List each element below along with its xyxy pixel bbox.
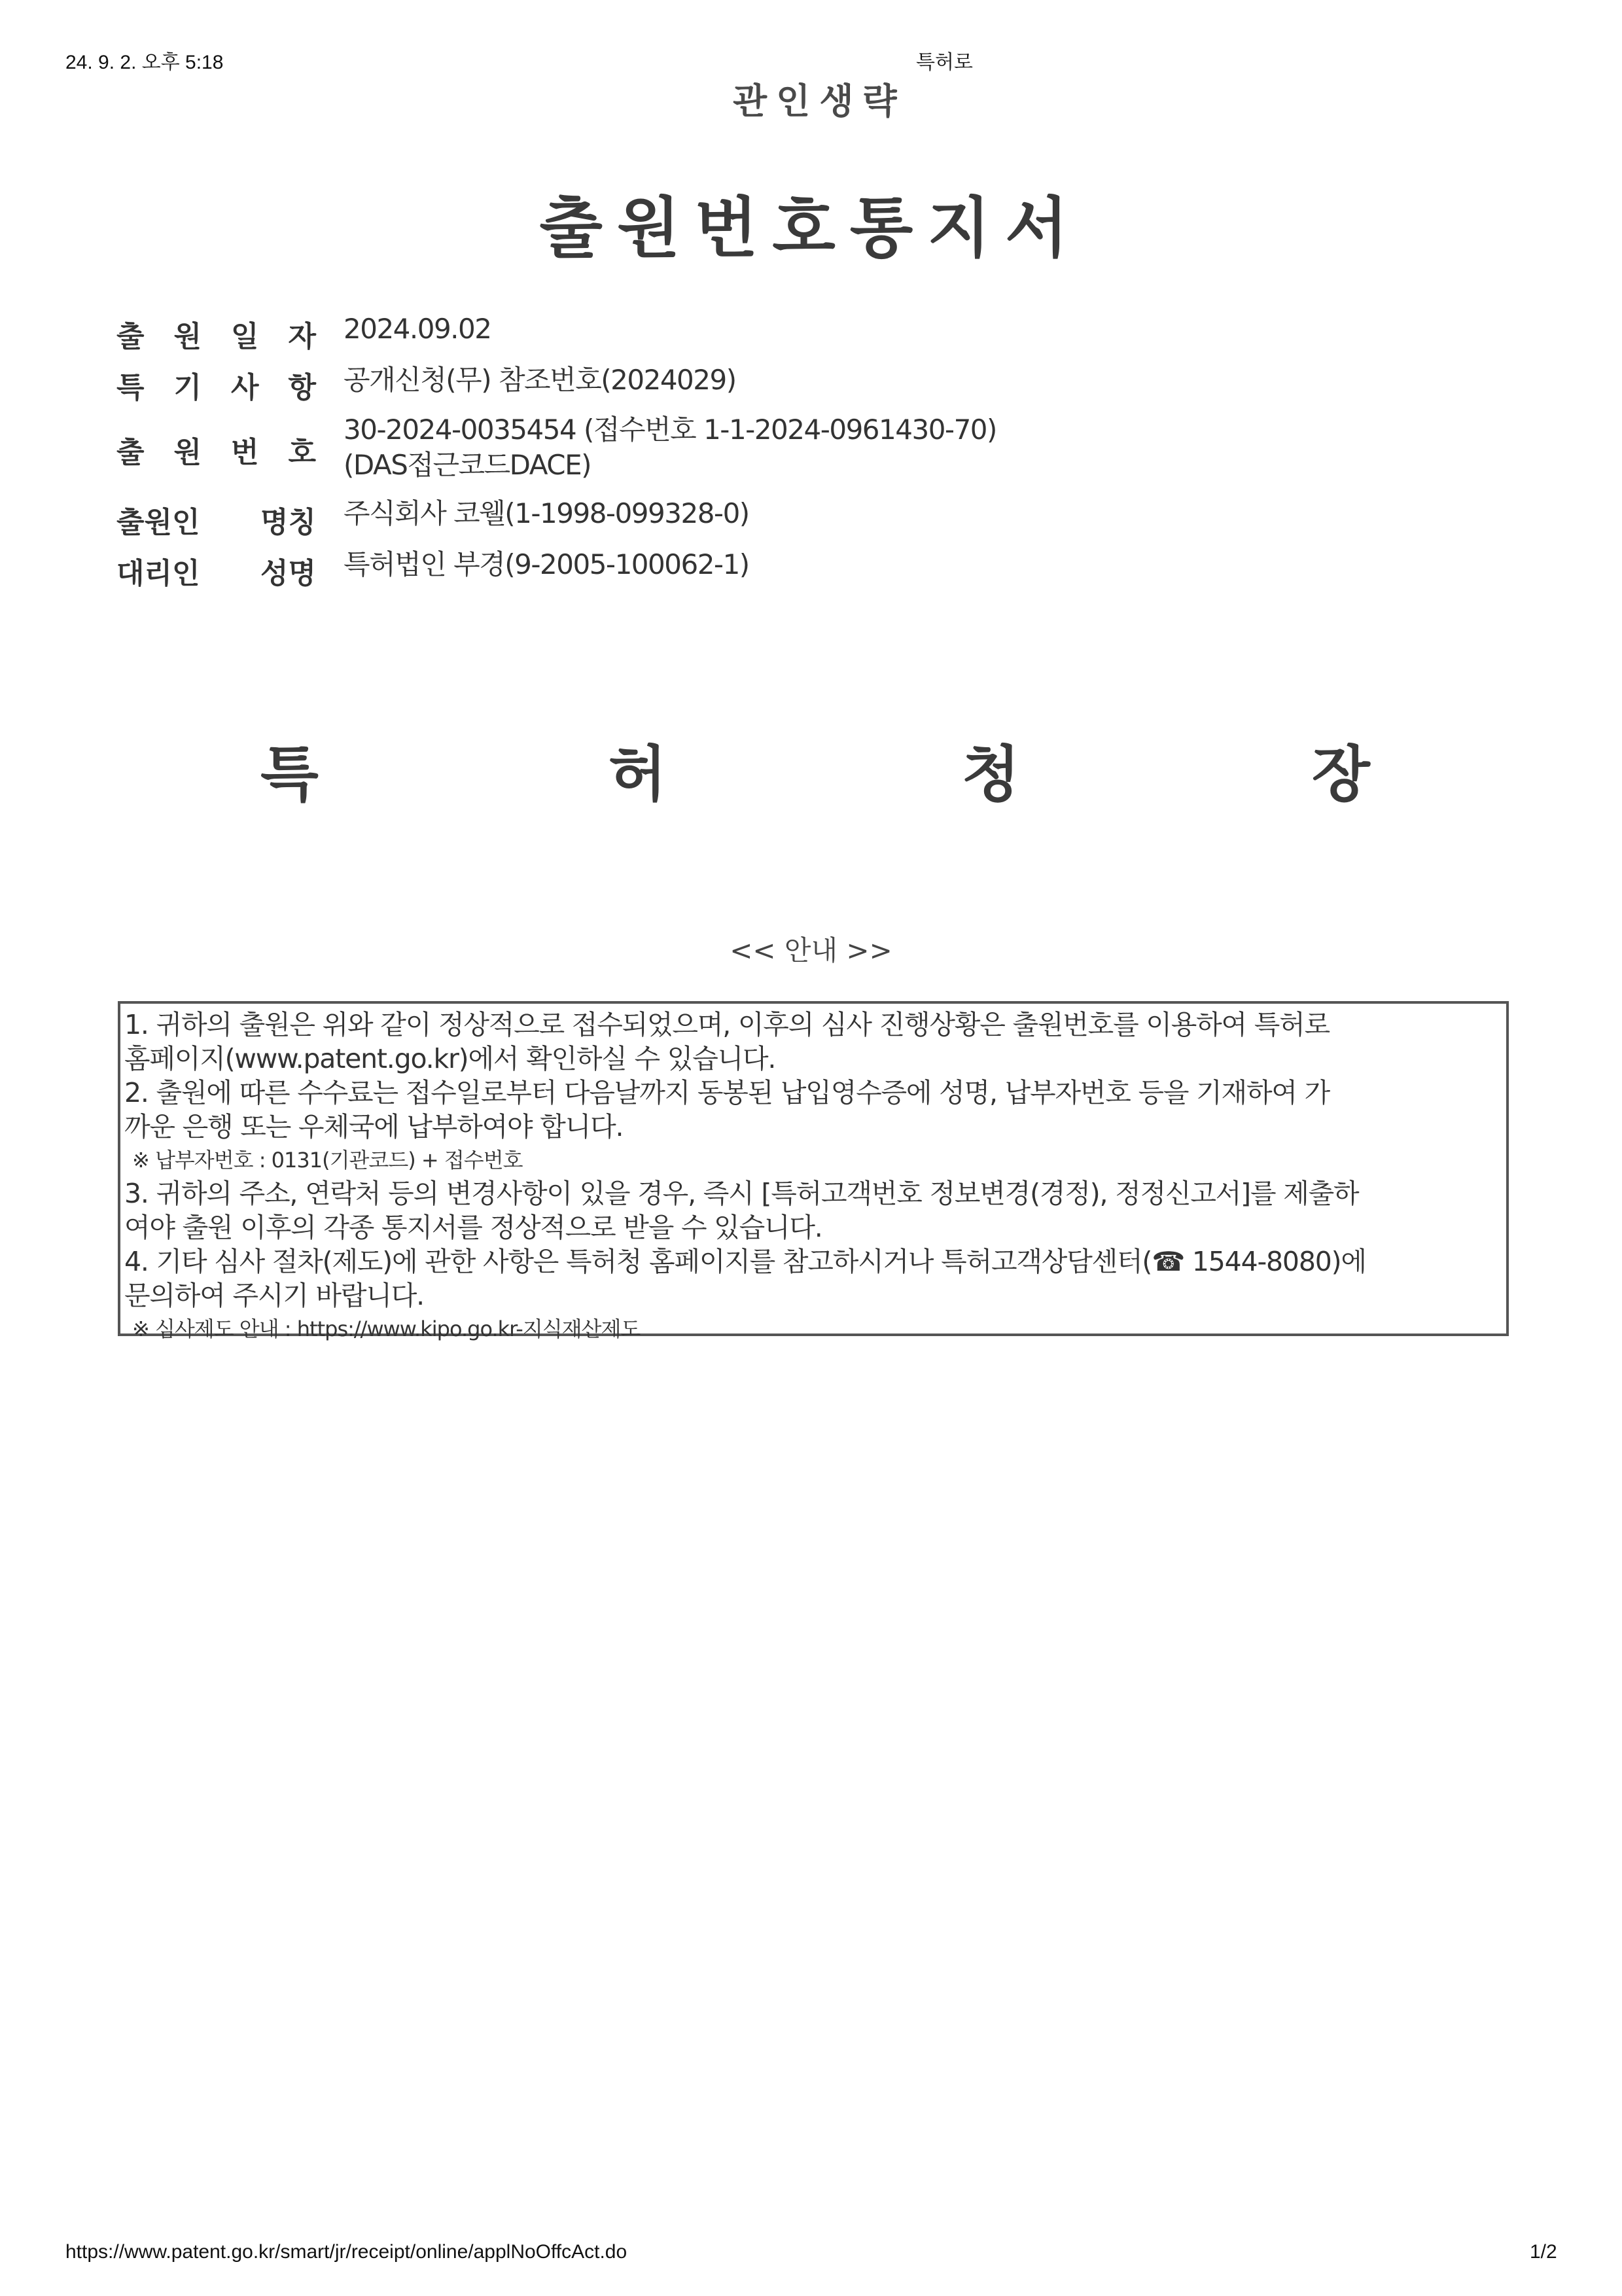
notice-line: 4. 기타 심사 절차(제도)에 관한 사항은 특허청 홈페이지를 참고하시거나 특허고객상담센터(☎ 1544-8080)에 — [124, 1246, 1366, 1277]
field-label — [116, 499, 316, 540]
notice-heading: << 안내 >> — [730, 934, 892, 966]
field-label — [116, 429, 316, 470]
issuer-char: 허 — [608, 739, 667, 809]
field-value — [344, 311, 491, 347]
field-value — [344, 547, 749, 582]
notice-line: 3. 귀하의 주소, 연락처 등의 변경사항이 있을 경우, 즉시 [특허고객번호 정보변경(경정), 정정신고서]를 제출하 — [124, 1178, 1359, 1209]
notice-line: 여야 출원 이후의 각종 통지서를 정상적으로 받을 수 있습니다. — [124, 1212, 822, 1243]
field-value-line: (DAS접근코드DACE) — [344, 449, 591, 481]
field-label-part: 호 — [288, 436, 316, 469]
field-label — [116, 313, 316, 355]
field-label-part: 항 — [288, 371, 316, 404]
print-page-number: 1/2 — [1530, 2241, 1557, 2263]
field-label-part: 성명 — [260, 557, 316, 590]
issuer-char: 장 — [1312, 739, 1370, 809]
notice-line: 1. 귀하의 출원은 위와 같이 정상적으로 접수되었으며, 이후의 심사 진행상황은 출원번호를 이용하여 특허로 — [124, 1009, 1330, 1040]
field-label-part: 특 — [116, 371, 145, 404]
field-value — [344, 496, 749, 531]
notice-note: ※ 납부자번호 : 0131(기관코드) + 접수번호 — [132, 1148, 523, 1173]
field-label-part: 기 — [173, 371, 202, 404]
field-label-part: 원 — [173, 436, 202, 469]
field-label-part: 출 — [116, 320, 145, 353]
field-label-part: 자 — [288, 320, 316, 353]
field-label-part: 명칭 — [260, 506, 316, 539]
field-label-part: 번 — [230, 436, 259, 469]
field-value-line: 특허법인 부경(9-2005-100062-1) — [344, 548, 749, 580]
field-label-part: 사 — [230, 371, 259, 404]
field-label — [116, 550, 316, 592]
field-value — [344, 362, 736, 398]
notice-line: 홈페이지(www.patent.go.kr)에서 확인하실 수 있습니다. — [124, 1043, 776, 1074]
notice-line: 까운 은행 또는 우체국에 납부하여야 합니다. — [124, 1111, 624, 1142]
field-label-part: 원 — [173, 320, 202, 353]
print-site-title: 특허로 — [916, 52, 973, 73]
field-label — [116, 364, 316, 406]
notice-line: 문의하여 주시기 바랍니다. — [124, 1280, 424, 1311]
notice-box — [118, 1001, 1509, 1341]
issuer-char: 특 — [260, 739, 319, 809]
field-value-line: 공개신청(무) 참조번호(2024029) — [344, 364, 736, 396]
field-label-part: 대리인 — [116, 557, 200, 590]
field-value — [344, 412, 996, 483]
field-label-part: 출 — [116, 436, 145, 469]
notice-line: 2. 출원에 따른 수수료는 접수일로부터 다음날까지 동봉된 납입영수증에 성명, 납부자번호 등을 기재하여 가 — [124, 1077, 1330, 1108]
seal-omitted-text: 관인생략 — [733, 80, 906, 122]
document-title: 출원번호통지서 — [539, 190, 1083, 266]
field-label-part: 일 — [230, 320, 259, 353]
field-label-part: 출원인 — [116, 506, 200, 539]
notice-note: ※ 심사제도 안내 : https://www.kipo.go.kr-지식재산제도 — [132, 1316, 641, 1341]
field-value-line: 주식회사 코웰(1-1998-099328-0) — [344, 497, 749, 529]
print-datetime: 24. 9. 2. 오후 5:18 — [65, 52, 224, 73]
issuer-char: 청 — [962, 739, 1020, 809]
print-footer-url: https://www.patent.go.kr/smart/jr/receipt/online/applNoOffcAct.do — [65, 2241, 627, 2263]
field-value-line: 30-2024-0035454 (접수번호 1-1-2024-0961430-70) — [344, 414, 996, 446]
field-value-line: 2024.09.02 — [344, 313, 491, 345]
